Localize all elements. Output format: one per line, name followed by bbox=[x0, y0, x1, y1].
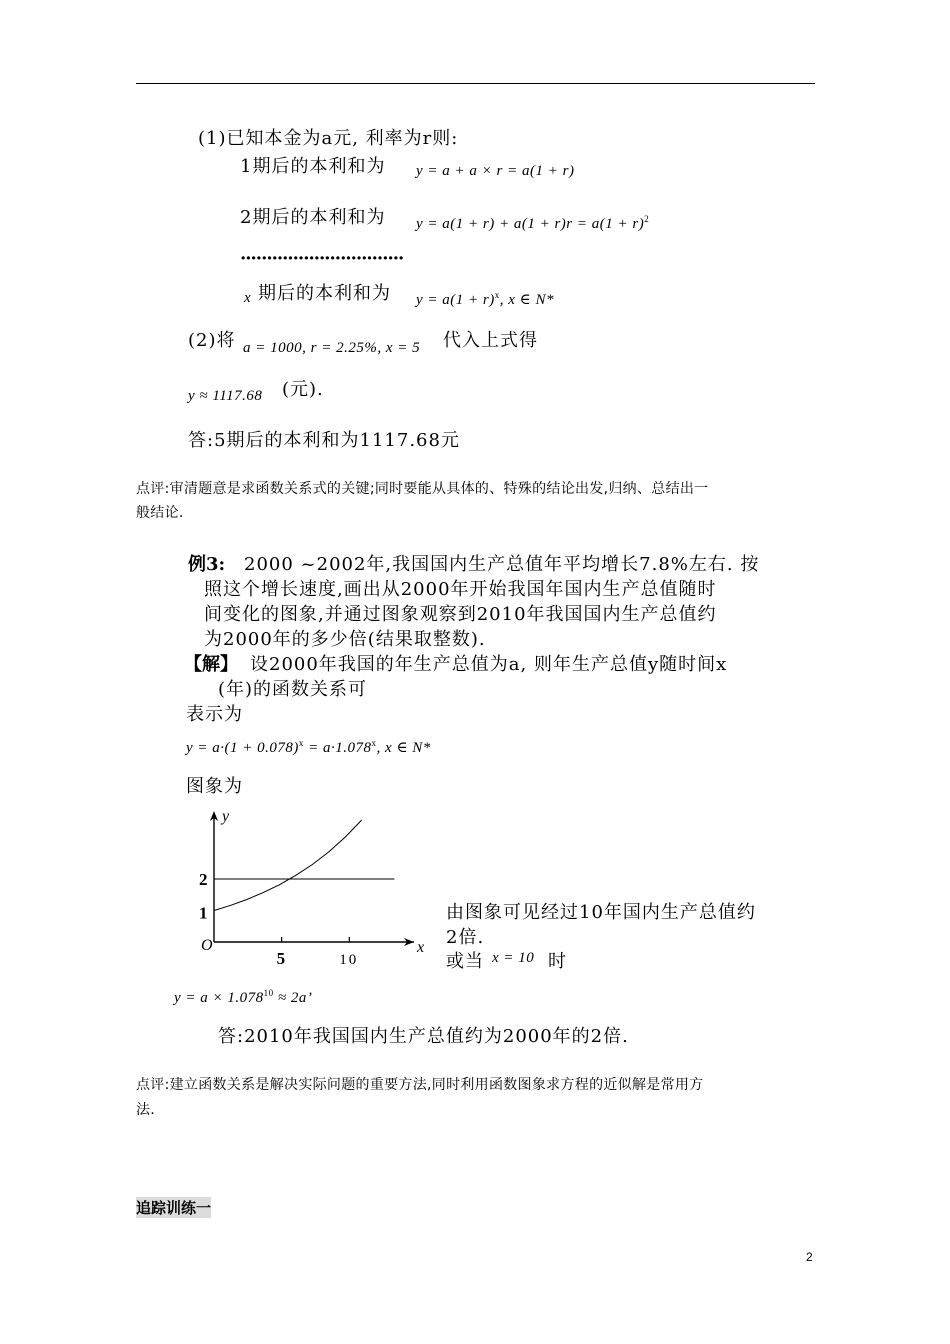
part1-line2-label: 2期后的本利和为 bbox=[240, 207, 386, 228]
part1-linex-var: x bbox=[244, 290, 252, 306]
graph-note-line3-prefix: 或当 bbox=[446, 951, 484, 972]
graph-note-line3-suffix: 时 bbox=[548, 951, 567, 972]
graph-note-line1: 由图象可见经过10年国内生产总值约 bbox=[446, 902, 756, 923]
x-tick-label-5: 5 bbox=[276, 949, 286, 968]
graph-note-line2: 2倍. bbox=[446, 927, 485, 948]
part2-unit: (元). bbox=[282, 379, 324, 400]
solution-label: 【解】 bbox=[184, 654, 238, 675]
comment1-line1: 点评:审清题意是求函数关系式的关键;同时要能从具体的、特殊的结论出发,归纳、总结出一 bbox=[136, 481, 709, 497]
part2-suffix: 代入上式得 bbox=[443, 330, 538, 351]
series-line-growth-curve bbox=[214, 820, 362, 910]
solution-line2: (年)的函数关系可 bbox=[218, 679, 368, 700]
growth-chart bbox=[195, 805, 435, 975]
example3-line3: 间变化的图象,并通过图象观察到2010年我国国内生产总值约 bbox=[204, 604, 717, 625]
graph-caption: 图象为 bbox=[186, 776, 243, 797]
approx-formula: $y = a \times 1.078^{10} \approx 2a$’ bbox=[174, 988, 313, 1006]
part1-line1-formula: y = a + a × r = a(1 + r) bbox=[416, 163, 575, 179]
part1-line1-label: 1期后的本利和为 bbox=[240, 156, 386, 177]
comment2-line2: 法. bbox=[136, 1102, 156, 1118]
growth-formula: $y = a\cdot(1 + 0.078)^x = a\cdot 1.078^x$, x ∈ N* bbox=[186, 738, 431, 756]
example3-label: 例3: bbox=[188, 554, 226, 575]
page-number: 2 bbox=[806, 1250, 813, 1264]
y-tick-label-2: 2 bbox=[199, 870, 208, 889]
section-title: 追踪训练一 bbox=[136, 1199, 212, 1217]
example3-answer: 答:2010年我国国内生产总值约为2000年的2倍. bbox=[218, 1026, 629, 1047]
header-rule bbox=[136, 83, 815, 84]
y-axis-label: y bbox=[222, 808, 230, 825]
x-tick-label-10: 10 bbox=[339, 952, 359, 968]
part1-line2-formula: $y = a(1 + r) + a(1 + r)r = a(1 + r)^2$ bbox=[416, 214, 650, 232]
x-axis-label: x bbox=[417, 939, 425, 956]
part2-prefix: (2)将 bbox=[188, 330, 236, 351]
part2-answer: 答:5期后的本利和为1117.68元 bbox=[188, 430, 460, 451]
origin-label: O bbox=[201, 937, 213, 954]
graph-note-line3-math: x = 10 bbox=[492, 950, 535, 966]
solution-line1: 设2000年我国的年生产总值为a, 则年生产总值y随时间x bbox=[250, 654, 728, 675]
part1-intro: (1)已知本金为a元, 利率为r则: bbox=[198, 128, 459, 149]
example3-line1: 2000 ~2002年,我国国内生产总值年平均增长7.8%左右. 按 bbox=[244, 554, 760, 575]
solution-line3: 表示为 bbox=[186, 704, 243, 725]
part1-linex-formula: $y = a(1 + r)^x$, x ∈ N* bbox=[416, 290, 555, 308]
comment2-line1: 点评:建立函数关系是解决实际问题的重要方法,同时利用函数图象求方程的近似解是常用方 bbox=[136, 1077, 704, 1093]
comment1-line2: 般结论. bbox=[136, 505, 184, 521]
example3-line2: 照这个增长速度,画出从2000年开始我国年国内生产总值随时 bbox=[204, 579, 717, 600]
y-tick-label-1: 1 bbox=[199, 903, 208, 923]
part2-substitution: a = 1000, r = 2.25%, x = 5 bbox=[243, 340, 421, 356]
ellipsis-dots: ······························· bbox=[240, 248, 404, 269]
part1-linex-label: 期后的本利和为 bbox=[258, 283, 391, 304]
part2-result: y ≈ 1117.68 bbox=[188, 388, 263, 404]
example3-line4: 为2000年的多少倍(结果取整数). bbox=[204, 629, 486, 650]
